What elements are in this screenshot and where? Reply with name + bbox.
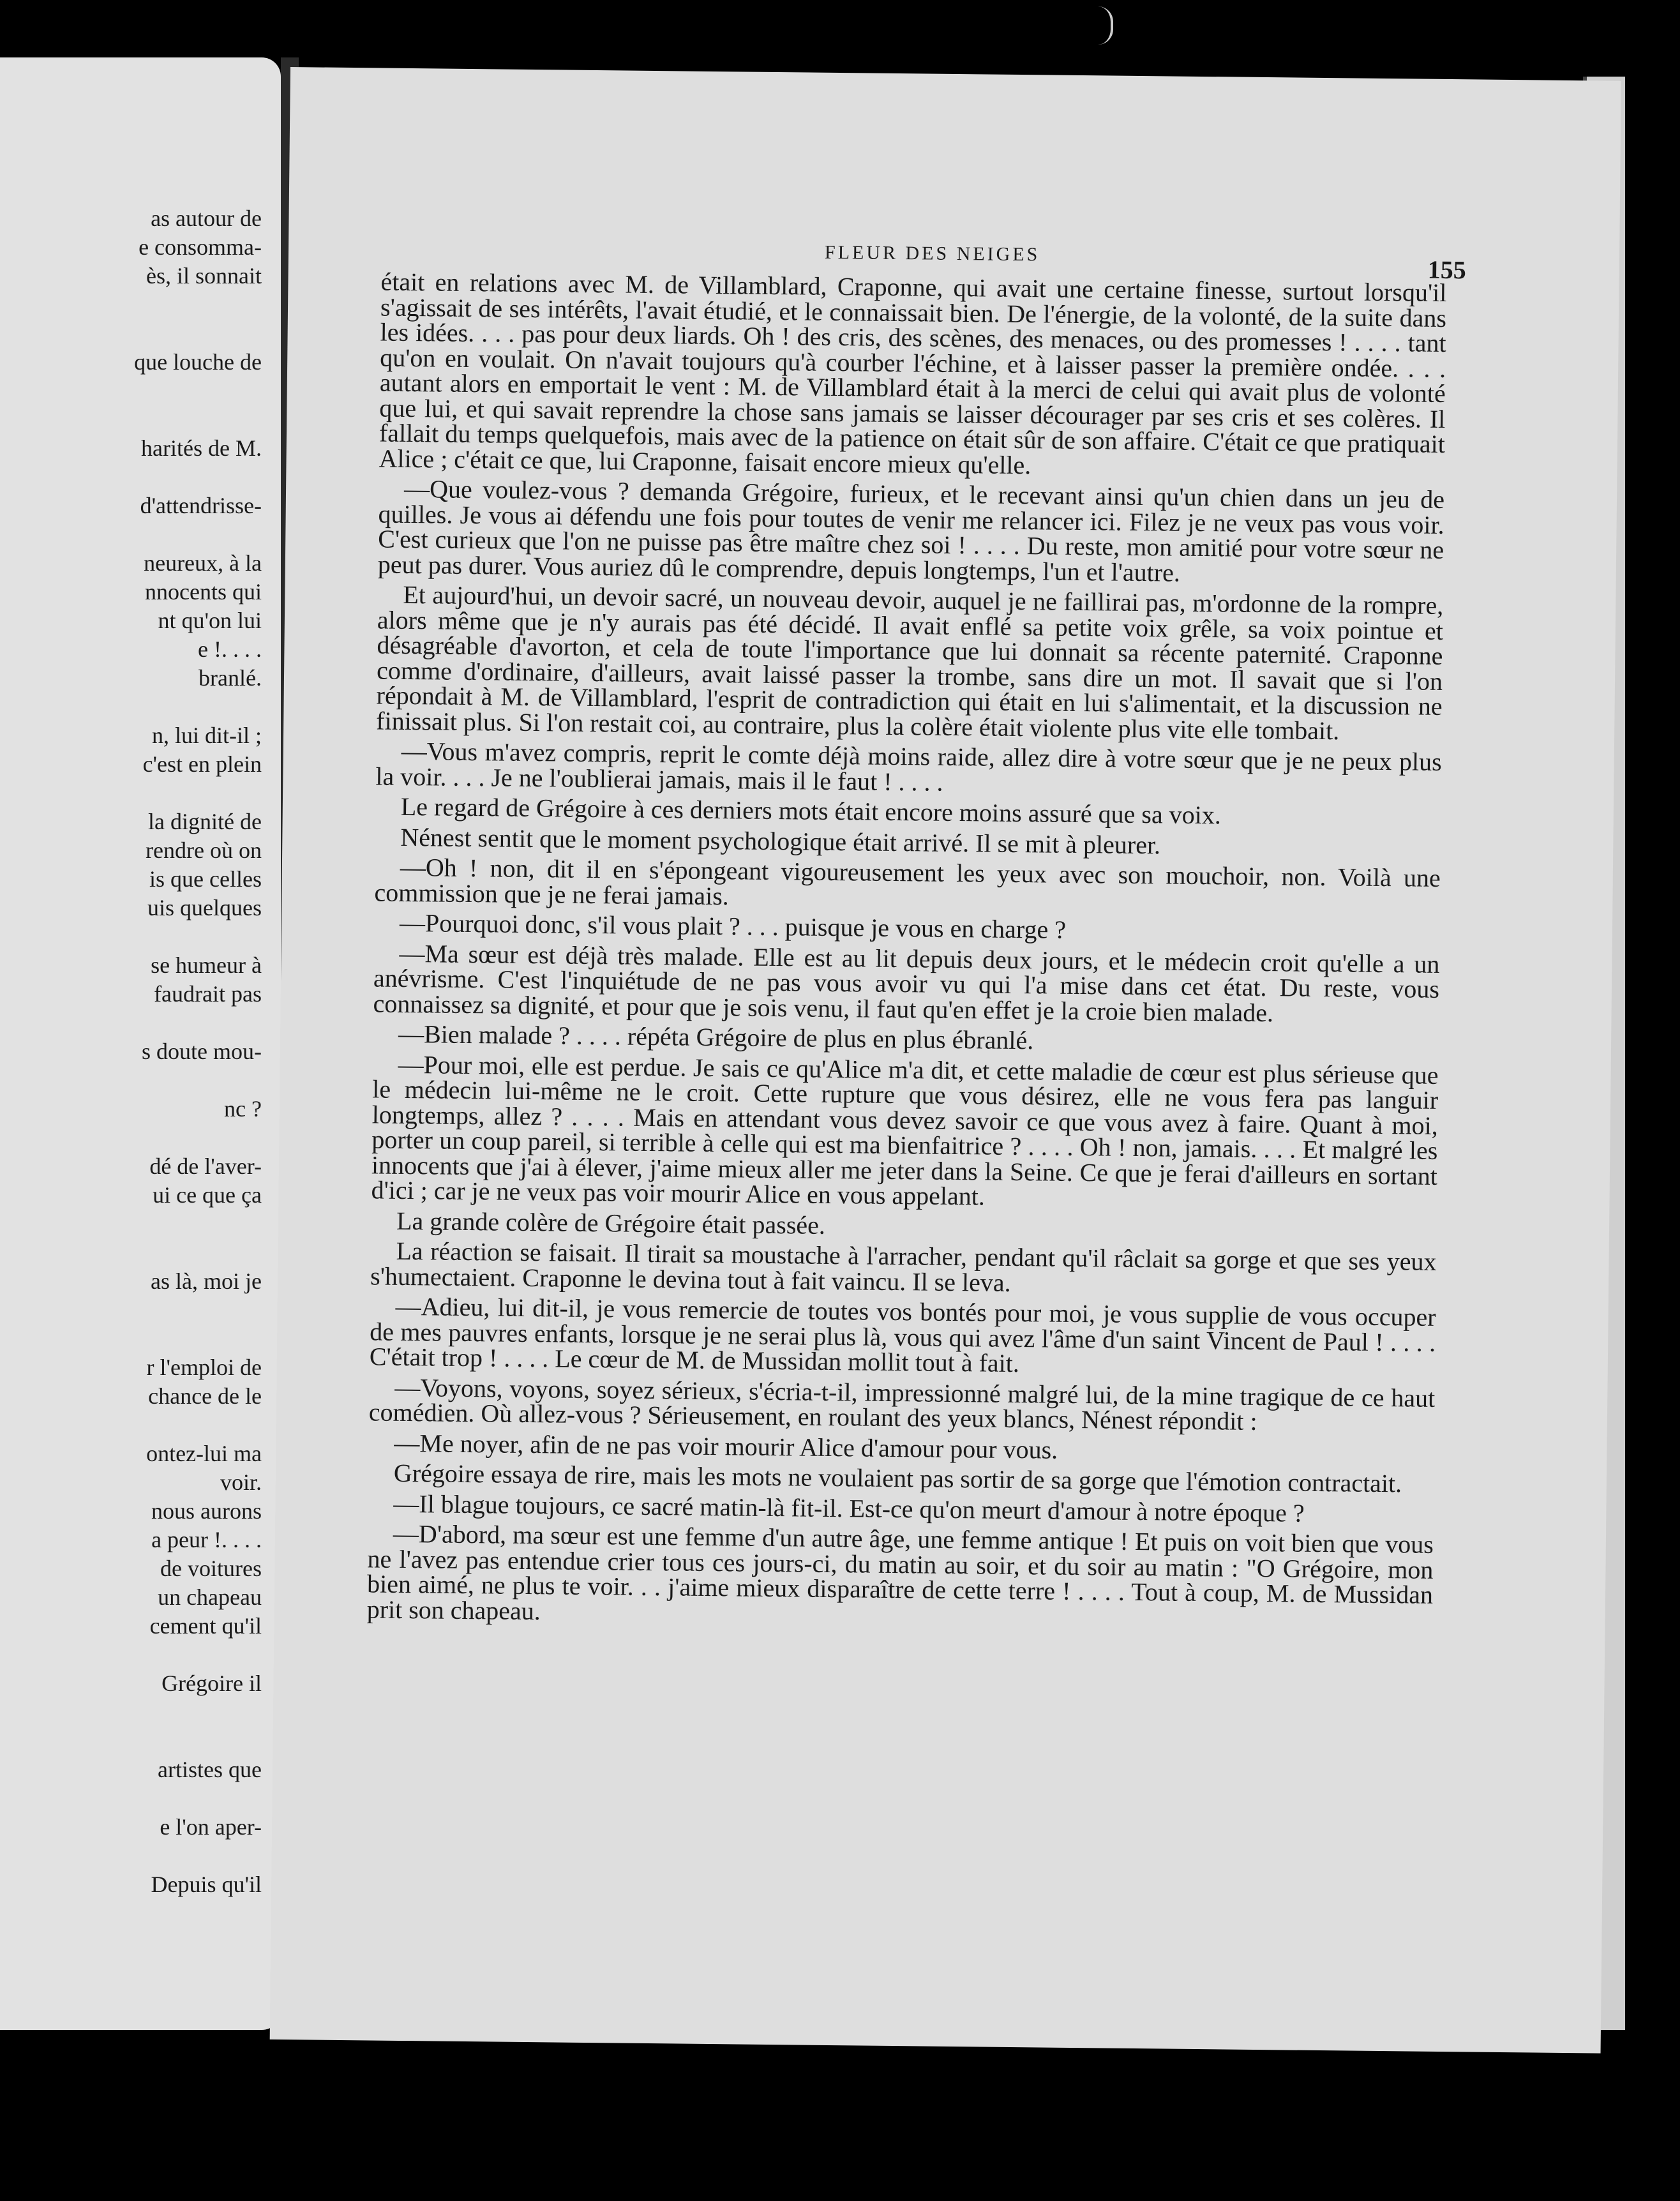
left-page-line: ès, il sonnait: [146, 263, 262, 289]
paragraph: —Bien malade ? . . . . répéta Grégoire de plus en plus ébranlé.: [398, 1019, 1034, 1055]
paragraph: —Oh ! non, dit il en s'épongeant vigoureusement les yeux avec son mouchoir, non. Voilà une commission que je ne ferai jamais.: [374, 852, 1441, 910]
left-page: [0, 57, 281, 2030]
paragraph: Le regard de Grégoire à ces derniers mots était encore moins assuré que sa voix.: [400, 792, 1222, 830]
left-page-line: nous aurons: [151, 1498, 262, 1524]
left-page-line: faudrait pas: [154, 981, 262, 1007]
left-page-line: de voitures: [160, 1556, 262, 1581]
left-page-line: e consomma-: [139, 234, 262, 260]
paragraph: —Vous m'avez compris, reprit le comte déjà moins raide, allez dire à votre sœur que je ne peux plus la voir. . . . Je ne l'oublierai jamais, mais il le faut ! . . . .: [375, 736, 1442, 797]
left-page-line: neureux, à la: [144, 550, 262, 576]
left-page-line: is que celles: [149, 866, 262, 892]
paragraph: —Adieu, lui dit-il, je vous remercie de toutes vos bontés pour moi, je vous supplie de vous occuper de mes pauvres enfants, lorsque je ne serai plus là, vous qui avez l'âme d'un saint Vincent de Paul ! . . . . C'était trop ! . . . . Le cœur de M. de Mussidan mollit tout à fait.: [369, 1291, 1436, 1378]
left-page-line: la dignité de: [148, 809, 262, 834]
paragraph: —Pour moi, elle est perdue. Je sais ce qu'Alice m'a dit, et cette maladie de cœur est plus sérieuse que le médecin lui-même ne le croit. Cette rupture que vous désirez, elle ne vous fera pas languir longtemps, allez ? . . . . Mais en attendant vous devez savoir ce que vous avez à faire. Quant à moi, porter un coup pareil, si terrible à celle qui est ma bienfaitrice ? . . . . Oh ! non, jamais. . . . Et malgré les innocents que j'ai à élever, j'aime mieux aller me jeter dans la Seine. Ce que je ferai d'ailleurs en sortant d'ici ; car je ne veux pas voir mourir Alice en vous appelant.: [371, 1049, 1439, 1211]
left-page-line: d'attendrisse-: [140, 493, 262, 518]
left-page-line: rendre où on: [146, 838, 262, 863]
left-page-line: c'est en plein: [142, 751, 262, 777]
body-text: [367, 269, 1447, 1633]
paragraph: —Que voulez-vous ? demanda Grégoire, furieux, et le recevant ainsi qu'un chien dans un jeu de quilles. Je vous ai défendu une fois pour toutes de venir me relancer ici. Filez je ne veux pas vous voir. C'est curieux que l'on ne puisse pas être maître chez soi ! . . . . Du reste, mon amitié pour votre sœur ne peut pas durer. Vous auriez dû le comprendre, depuis longtemps, l'un et l'autre.: [377, 474, 1445, 587]
left-page-line: a peur !. . . .: [151, 1527, 262, 1552]
left-page-line: s doute mou-: [142, 1039, 262, 1064]
left-page-line: ontez-lui ma: [146, 1441, 262, 1466]
left-page-line: nc ?: [224, 1096, 262, 1122]
paragraph: —Pourquoi donc, s'il vous plait ? . . . puisque je vous en charge ?: [399, 908, 1067, 944]
left-page-line: Depuis qu'il: [151, 1872, 262, 1897]
paragraph: —Voyons, voyons, soyez sérieux, s'écria-t-il, impressionné malgré lui, de la mine tragique de ce haut comédien. Où allez-vous ? Sérieusement, en roulant des yeux blancs, Nénest répondit :: [368, 1372, 1436, 1436]
left-page-line: as autour de: [151, 206, 262, 231]
left-page-line: ui ce que ça: [153, 1182, 262, 1208]
left-page-line: n, lui dit-il ;: [151, 723, 262, 748]
paragraph: Et aujourd'hui, un devoir sacré, un nouveau devoir, auquel je ne faillirai pas, m'ordonne de la rompre, alors même que je n'y aurais pas été décidé. Il avait enflé sa petite voix grêle, sa voix pointue et désagréable d'avorton, et cela de toute l'importance que lui donnait sa récente paternité. Craponne comme d'ordinaire, d'ailleurs, avait laissé passer la trombe, sans dire un mot. Il savait que si l'on répondait à M. de Villamblard, l'esprit de contradiction qui était en lui s'alimentait, et la discussion ne finissait plus. Si l'on restait coi, au contraire, plus la colère était violente plus vite elle tombait.: [376, 580, 1444, 745]
left-page-line: Grégoire il: [161, 1671, 262, 1696]
left-page-line: artistes que: [158, 1757, 262, 1782]
left-page-line: cement qu'il: [149, 1613, 262, 1639]
left-page-line: dé de l'aver-: [149, 1153, 262, 1179]
left-page-line: harités de M.: [141, 435, 262, 461]
left-page-line: branlé.: [199, 665, 262, 691]
left-page-line: r l'emploi de: [146, 1355, 262, 1380]
paragraph: La grande colère de Grégoire était passée.: [396, 1206, 826, 1240]
left-page-line: uis quelques: [147, 895, 262, 920]
left-page-line: nnocents qui: [145, 579, 262, 605]
left-page-line: e !. . . .: [198, 636, 262, 662]
left-page-line: e l'on aper-: [160, 1814, 262, 1840]
paragraph: —D'abord, ma sœur est une femme d'un autre âge, une femme antique ! Et puis on voit bien que vous ne l'avez pas entendue crier tous ces jours-ci, du matin au soir, et du soir au matin : "O Grégoire, mon bien aimé, ne plus te voir. . . j'aime mieux disparaître de cette terre ! . . . . Tout à coup, M. de Mussidan prit son chapeau.: [366, 1519, 1434, 1625]
paragraph: était en relations avec M. de Villamblard, Craponne, qui avait une certaine finesse, surtout lorsqu'il s'agissait de ses intérêts, l'avait étudié, et le connaissait bien. De l'énergie, de la volonté, de la suite dans les idées. . . . pas pour deux liards. Oh ! des cris, des scènes, des menaces, ou des promesses ! . . . . tant qu'on en voulait. On n'avait toujours qu'à courber l'échine, et à laisser passer la première ondée. . . . autant alors en emportait le vent : M. de Villamblard était à la merci de celui qui avait plus de volonté que lui, et qui savait reprendre la chose sans jamais se laisser décourager par ses cris et ses colères. Il fallait du temps quelquefois, mais avec de la patience on était sûr de son affaire. C'était ce que pratiquait Alice ; c'était ce que, lui Craponne, faisait encore mieux qu'elle.: [379, 267, 1447, 479]
left-page-line: se humeur à: [151, 952, 262, 978]
paragraph: Nénest sentit que le moment psychologique était arrivé. Il se mit à pleurer.: [400, 822, 1161, 859]
left-page-line: chance de le: [148, 1383, 262, 1409]
left-page-line: as là, moi je: [151, 1268, 262, 1294]
left-page-line: nt qu'on lui: [158, 608, 262, 633]
page-number: 155: [1427, 255, 1467, 285]
paragraph: —Me noyer, afin de ne pas voir mourir Alice d'amour pour vous.: [394, 1428, 1058, 1464]
left-page-line: que louche de: [134, 349, 262, 375]
paragraph: —Il blague toujours, ce sacré matin-là fit-il. Est-ce qu'on meurt d'amour à notre époque ?: [393, 1489, 1305, 1528]
running-head: FLEUR DES NEIGES: [824, 241, 1040, 266]
left-page-line: voir.: [220, 1469, 262, 1495]
right-page: [270, 67, 1621, 2054]
paragraph: La réaction se faisait. Il tirait sa moustache à l'arracher, pendant qu'il râclait sa gorge et que ses yeux s'humectaient. Craponne le devina tout à fait vaincu. Il se leva.: [370, 1236, 1437, 1297]
paragraph: Grégoire essaya de rire, mais les mots ne voulaient pas sortir de sa gorge que l'émotion contractait.: [393, 1458, 1402, 1498]
paragraph: —Ma sœur est déjà très malade. Elle est au lit depuis deux jours, et le médecin croit qu'elle a un anévrisme. C'est l'inquiétude de ne pas vous avoir vu qui l'a mise dans cet état. Du reste, vous connaissez sa dignité, et pour que je sois venu, il faut qu'en effet je la croie bien malade.: [373, 938, 1440, 1027]
top-corner-mark: [1098, 6, 1113, 45]
left-page-line: un chapeau: [158, 1584, 262, 1610]
